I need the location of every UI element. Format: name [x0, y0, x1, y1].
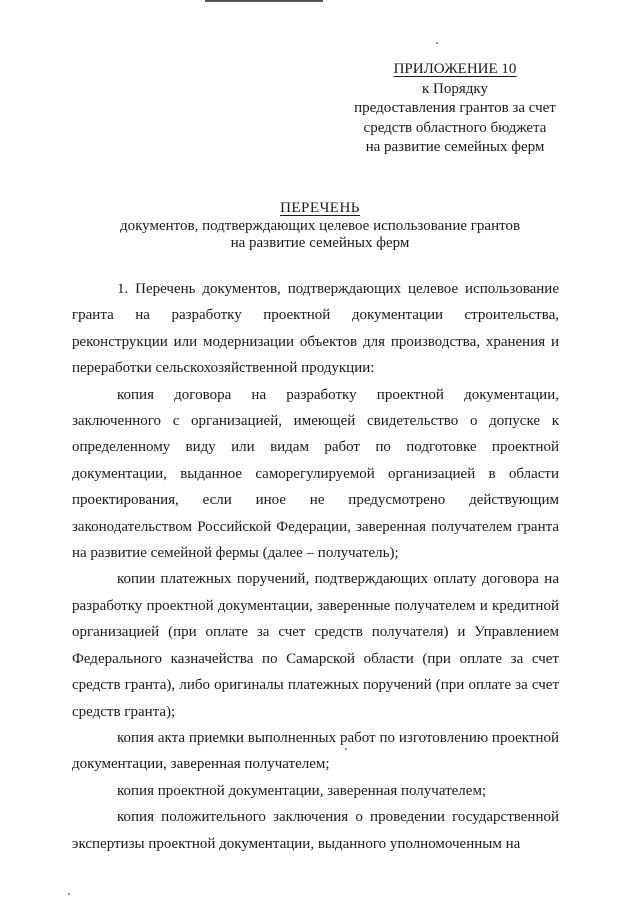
- appendix-block: [330, 60, 580, 158]
- paragraph: копия положительного заключения о проведении государственной экспертизы проектной документации, выданного уполномоченным на: [72, 809, 559, 852]
- heading-subtitle: на развитие семейных ферм: [230, 235, 410, 251]
- paragraph: копия договора на разработку проектной документации, заключенного с организацией, имеющей свидетельство о допуске к определенному виду или видам работ по подготовке проектной документации, выданное саморегулируемой организацией в области проектирования, если иное не предусмотрено действующим законодательством Российской Федерации, заверенная получателем гранта на развитие семейной фермы (далее – получатель);: [72, 386, 559, 562]
- scan-speck: [345, 748, 347, 750]
- appendix-line: предоставления грантов за счет: [354, 100, 556, 116]
- paragraph: копия проектной документации, заверенная получателем;: [117, 782, 487, 799]
- document-body: [72, 276, 559, 857]
- appendix-line: средств областного бюджета: [363, 119, 547, 136]
- appendix-line: на развитие семейных ферм: [365, 139, 545, 155]
- paragraph: копии платежных поручений, подтверждающих оплату договора на разработку проектной документации, заверенные получателем и кредитной организацией (при оплате за счет средств получателя) и Управлением Федерального казначейства по Самарской области (при оплате за счет средств гранта), либо оригиналы платежных поручений (при оплате за счет средств гранта);: [72, 571, 559, 720]
- paragraph: 1. Перечень документов, подтверждающих целевое использование гранта на разработку проектной документации строительства, реконструкции или модернизации объектов для производства, хранения и переработки сельскохозяйственной продукции:: [72, 281, 559, 377]
- document-heading: [40, 200, 600, 253]
- heading-subtitle: документов, подтверждающих целевое использование грантов: [119, 217, 521, 234]
- appendix-title: ПРИЛОЖЕНИЕ 10: [393, 61, 517, 77]
- heading-title: ПЕРЕЧЕНЬ: [280, 200, 360, 216]
- top-scan-rule: [205, 0, 323, 2]
- paragraph: копия акта приемки выполненных работ по изготовлению проектной документации, заверенная получателем;: [72, 729, 559, 773]
- scan-speck: [436, 42, 438, 44]
- scan-speck: [68, 893, 70, 895]
- appendix-line: к Порядку: [422, 80, 488, 97]
